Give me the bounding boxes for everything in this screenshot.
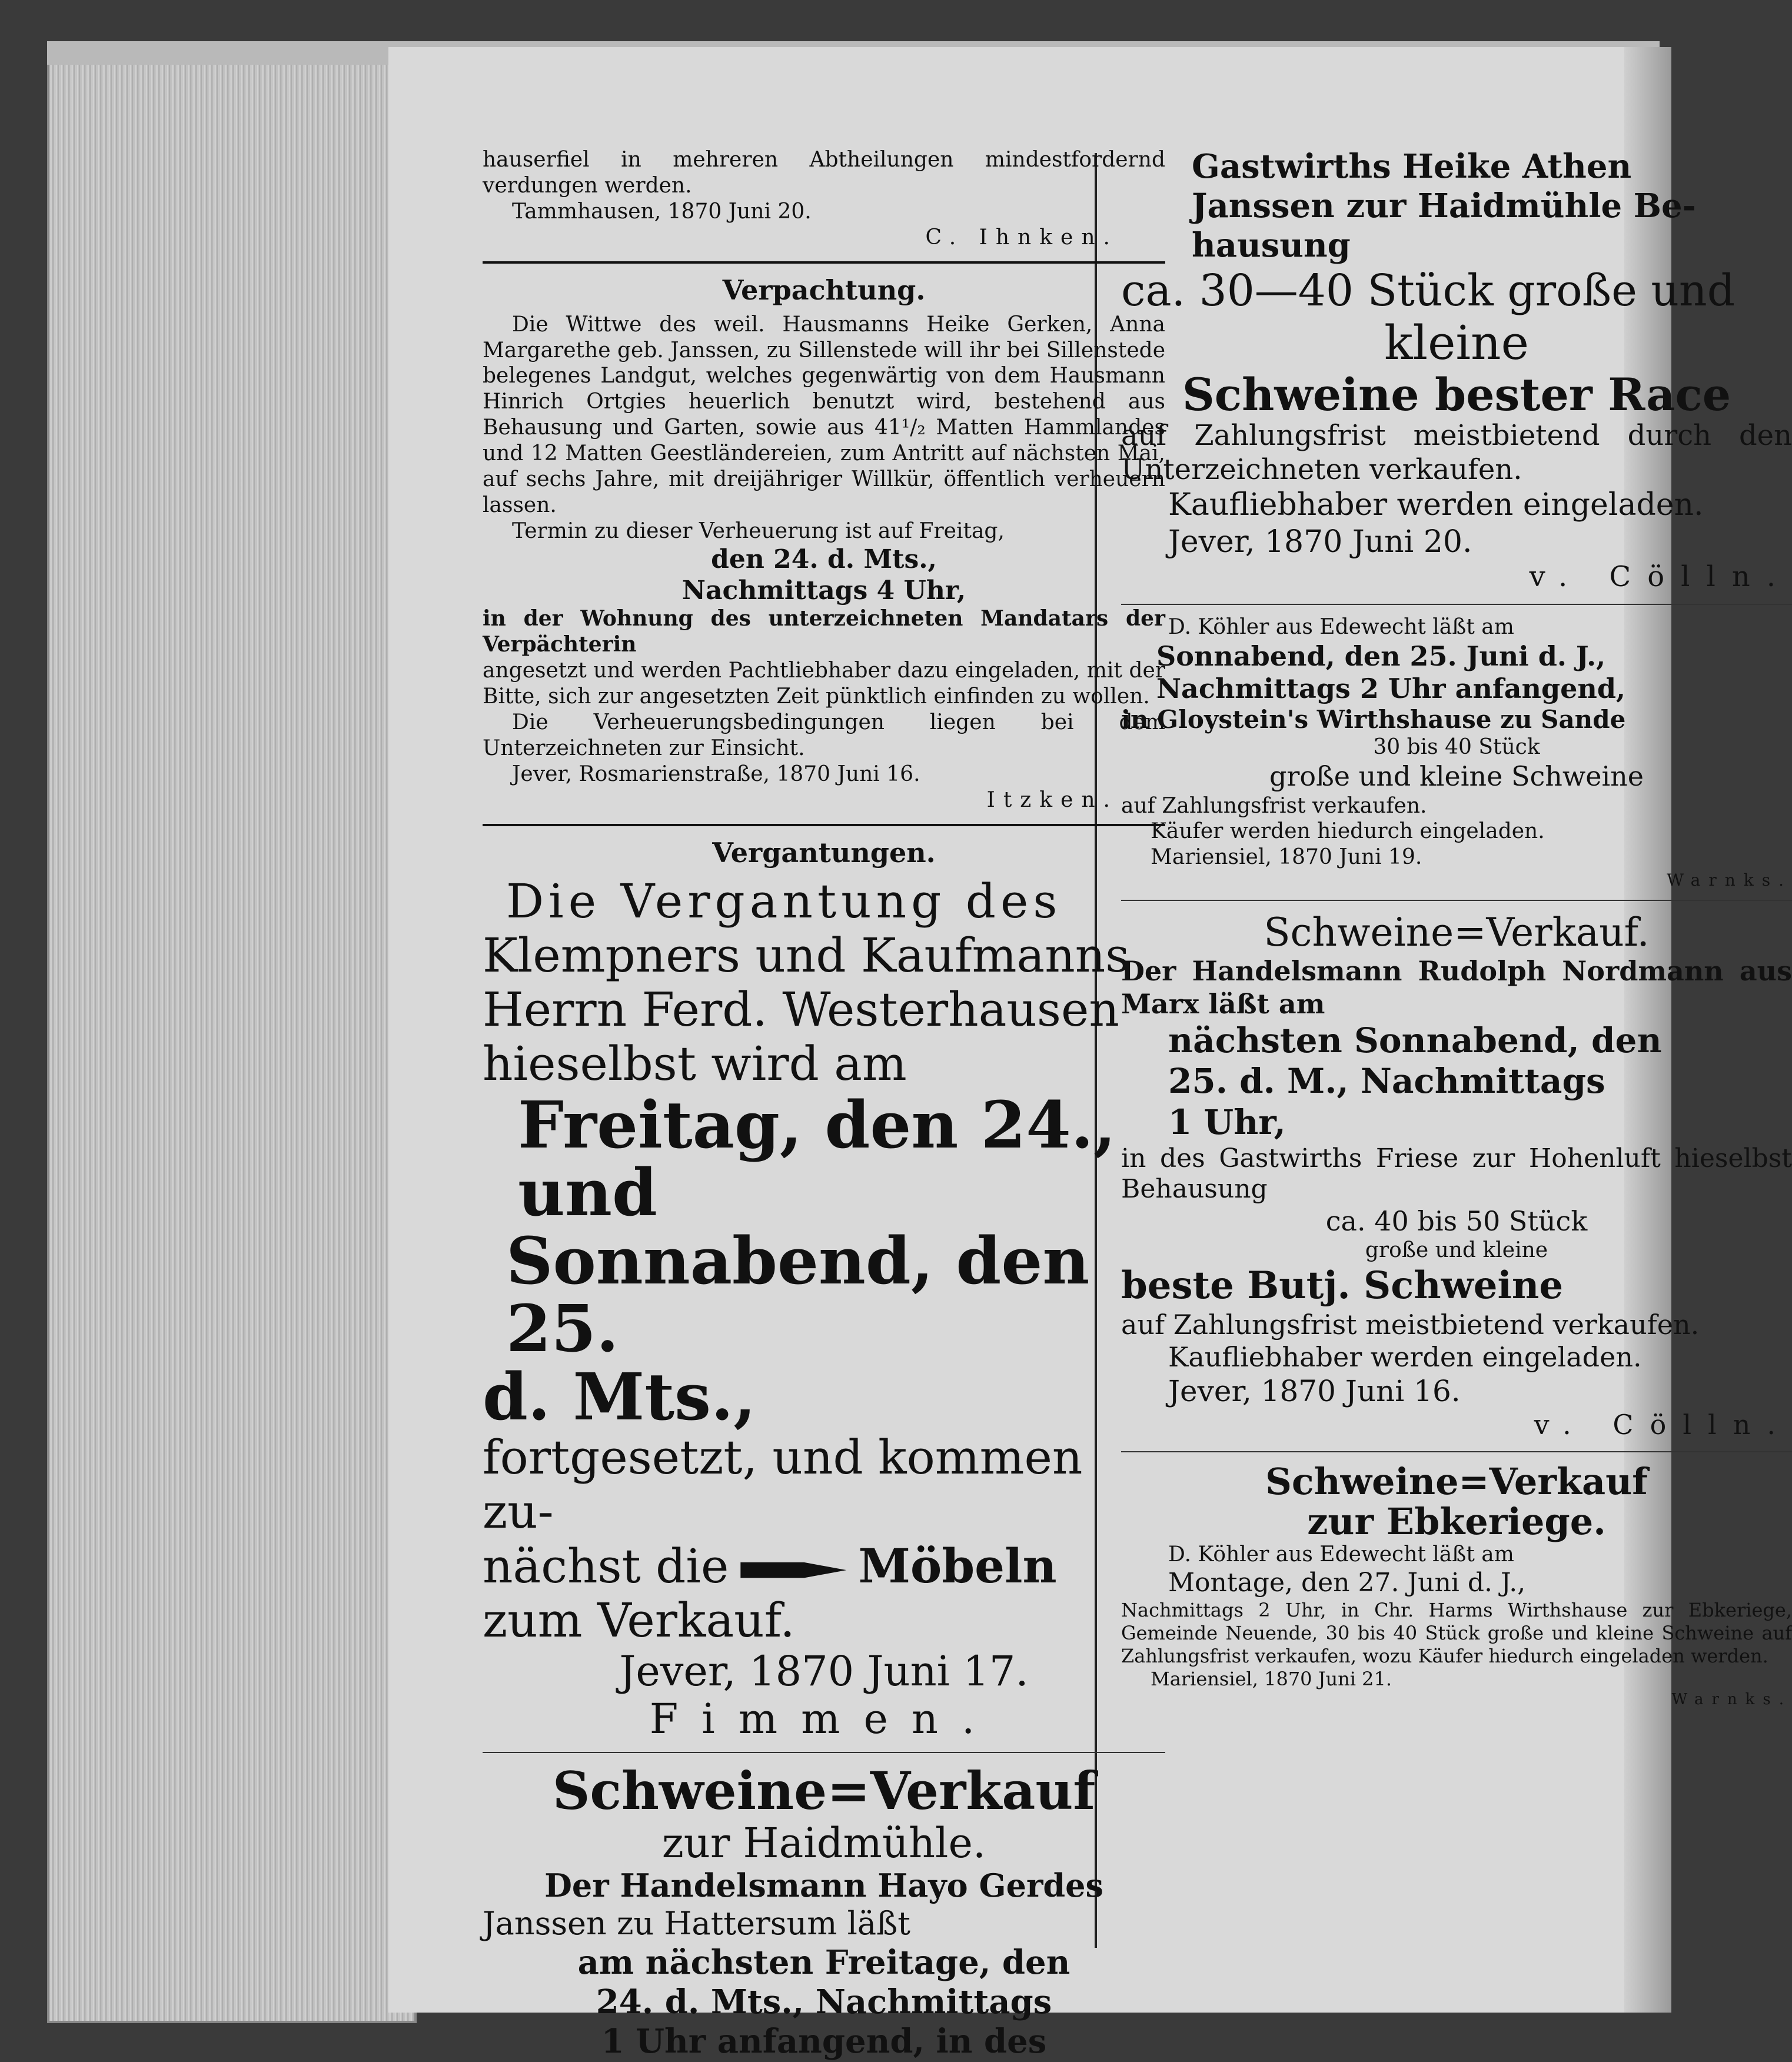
section-rule xyxy=(1121,604,1792,605)
section-rule xyxy=(483,261,1165,264)
section-rule xyxy=(1121,900,1792,901)
ad-text: in des Gastwirths Friese zur Hohenluft hieselbst Behausung xyxy=(1121,1143,1792,1205)
ad-text: große und kleine xyxy=(1365,1238,1548,1263)
ad-text: D. Köhler aus Edewecht läßt am xyxy=(1168,614,1514,639)
section-heading: Verpachtung. xyxy=(722,274,926,306)
ad-signature: Warnks. xyxy=(1667,870,1792,890)
ad-headline: Sonnabend, den 25. xyxy=(506,1222,1090,1367)
ad-signature: Warnks. xyxy=(1671,1690,1792,1708)
ad-large-text: hieselbst wird am xyxy=(483,1036,907,1091)
ad-large-text: kleine xyxy=(1384,315,1529,370)
left-column xyxy=(483,147,1165,2062)
section-rule xyxy=(483,1752,1165,1753)
pointing-hand-icon xyxy=(740,1557,846,1583)
ad-text: auf Zahlungsfrist meistbietend durch den Unterzeichneten verkaufen. xyxy=(1121,419,1792,486)
newspaper-page xyxy=(388,47,1792,2061)
ad-signature: Itzken. xyxy=(986,787,1118,812)
ad-headline: d. Mts., xyxy=(483,1358,756,1435)
ad-text: Käufer werden hiedurch eingeladen. xyxy=(1151,819,1545,844)
ad-emphasis: Montage, den 27. Juni d. J., xyxy=(1168,1567,1526,1598)
ad-large-text: Herrn Ferd. Westerhausen xyxy=(483,982,1119,1037)
ad-headline: Schweine=Verkauf xyxy=(1265,1459,1648,1503)
ad-text: Die Wittwe des weil. Hausmanns Heike Gerken, Anna Margarethe geb. Janssen, zu Sillenstede will ihr bei Sillenstede belegenes Landgut, welches gegenwärtig von dem Hausmann Hinrich Ortgies heuerlich benutzt wird, bestehend aus Behausung und Garten, sowie aus 41¹/₂ Matten Hammlandes und 12 Matten Geestländereien, zum Antritt auf nächsten Mai, auf sechs Jahre, mit dreijähriger Willkür, öffentlich verheuern lassen. xyxy=(483,312,1165,517)
ad-emphasis: 1 Uhr anfangend, in des xyxy=(601,2022,1047,2061)
ad-signature: v. Cölln. xyxy=(1529,560,1792,594)
ad-text: hauserfiel in mehreren Abtheilungen mindestfordernd verdungen werden. xyxy=(483,148,1165,198)
ad-large-text: ca. 30—40 Stück große und xyxy=(1121,265,1736,316)
ad-headline: zur Ebkeriege. xyxy=(1307,1499,1606,1543)
ad-text: auf Zahlungsfrist meistbietend verkaufen. xyxy=(1121,1308,1700,1341)
ad-signature: Fimmen. xyxy=(649,1694,999,1743)
ad-text: Der Handelsmann Rudolph Nordmann aus Marx läßt am xyxy=(1121,955,1792,1020)
ad-emphasis: 25. d. M., Nachmittags xyxy=(1168,1061,1605,1102)
ad-dateline: Tammhausen, 1870 Juni 20. xyxy=(512,199,812,224)
book-page-edges xyxy=(47,41,417,2023)
ad-text: auf Zahlungsfrist verkaufen. xyxy=(1121,793,1427,818)
ad-dateline: Mariensiel, 1870 Juni 21. xyxy=(1151,1667,1392,1690)
ad-signature: C. Ihnken. xyxy=(925,225,1118,250)
section-rule xyxy=(1121,1451,1792,1452)
ad-emphasis: hausung xyxy=(1192,226,1351,265)
ad-emphasis: nächsten Sonnabend, den xyxy=(1168,1020,1662,1060)
ad-headline: Freitag, den 24., und xyxy=(518,1086,1116,1231)
ad-text: Die Verheuerungsbedingungen liegen bei dem Unterzeichneten zur Einsicht. xyxy=(483,710,1165,760)
ad-emphasis: Sonnabend, den 25. Juni d. J., xyxy=(1156,640,1606,672)
ad-dateline: Jever, 1870 Juni 16. xyxy=(1168,1374,1461,1409)
ad-text: Kaufliebhaber werden eingeladen. xyxy=(1168,1341,1642,1373)
ad-large-text: fortgesetzt, und kommen zu- xyxy=(483,1430,1083,1539)
ad-text: angesetzt und werden Pachtliebhaber dazu eingeladen, mit der Bitte, sich zur angesetzten Zeit pünktlich einfinden zu wollen. xyxy=(483,658,1165,709)
ad-emphasis: Nachmittags 4 Uhr, xyxy=(681,575,966,606)
ad-emphasis: Nachmittags 2 Uhr anfangend, xyxy=(1156,672,1626,704)
ad-dateline: Jever, Rosmarienstraße, 1870 Juni 16. xyxy=(512,761,920,786)
ad-headline: Schweine=Verkauf. xyxy=(1264,910,1650,956)
ad-emphasis: in Gloystein's Wirthshause zu Sande xyxy=(1121,705,1626,734)
ad-large-text: Die Vergantung des xyxy=(506,873,1062,929)
ad-text: Termin zu dieser Verheuerung ist auf Freitag, xyxy=(512,518,1005,543)
ad-text: 30 bis 40 Stück xyxy=(1373,735,1540,760)
ad-dateline: Mariensiel, 1870 Juni 19. xyxy=(1151,845,1422,870)
ad-text: Der Handelsmann Hayo Gerdes xyxy=(544,1867,1103,1905)
ad-text: ca. 40 bis 50 Stück xyxy=(1325,1205,1588,1238)
ad-large-text xyxy=(483,1539,1165,1594)
ad-emphasis: 24. d. Mts., Nachmittags xyxy=(596,1983,1052,2022)
ad-signature: v. Cölln. xyxy=(1534,1409,1792,1441)
ad-emphasis: Gastwirths Heike Athen xyxy=(1192,147,1632,186)
ad-emphasis: 1 Uhr, xyxy=(1168,1102,1286,1142)
ad-emphasis: am nächsten Freitage, den xyxy=(577,1943,1070,1983)
ad-text: Janssen zu Hattersum läßt xyxy=(483,1905,910,1943)
ad-headline: Schweine bester Race xyxy=(1182,368,1731,421)
section-heading: Vergantungen. xyxy=(712,836,936,869)
ad-text: D. Köhler aus Edewecht läßt am xyxy=(1168,1542,1514,1567)
ad-large-text-part: nächst die xyxy=(483,1539,729,1594)
ad-large-text: zum Verkauf. xyxy=(483,1593,795,1648)
ad-dateline: Jever, 1870 Juni 17. xyxy=(619,1647,1029,1696)
ad-text: Nachmittags 2 Uhr, in Chr. Harms Wirthshause zur Ebkeriege, Gemeinde Neuende, 30 bis 40 Stück große und kleine Schweine auf Zahlungsfrist verkaufen, wozu Käufer hiedurch eingeladen werden. xyxy=(1121,1598,1792,1667)
ad-text: Kaufliebhaber werden eingeladen. xyxy=(1168,487,1704,523)
right-column xyxy=(1121,147,1792,1709)
ad-headline: Schweine=Verkauf xyxy=(552,1760,1096,1822)
ad-emphasis: in der Wohnung des unterzeichneten Mandatars der Verpächterin xyxy=(483,606,1165,657)
ad-emphasis: den 24. d. Mts., xyxy=(711,544,937,574)
ad-large-text: Klempners und Kaufmanns xyxy=(483,927,1130,983)
ad-emphasis: beste Butj. Schweine xyxy=(1121,1263,1564,1308)
ad-emphasis: Janssen zur Haidmühle Be- xyxy=(1192,187,1696,226)
ad-emphasis: Möbeln xyxy=(858,1538,1057,1594)
ad-large-text: zur Haidmühle. xyxy=(661,1818,986,1867)
ad-text: große und kleine Schweine xyxy=(1269,760,1644,793)
section-rule xyxy=(483,824,1165,826)
ad-dateline: Jever, 1870 Juni 20. xyxy=(1168,524,1472,560)
